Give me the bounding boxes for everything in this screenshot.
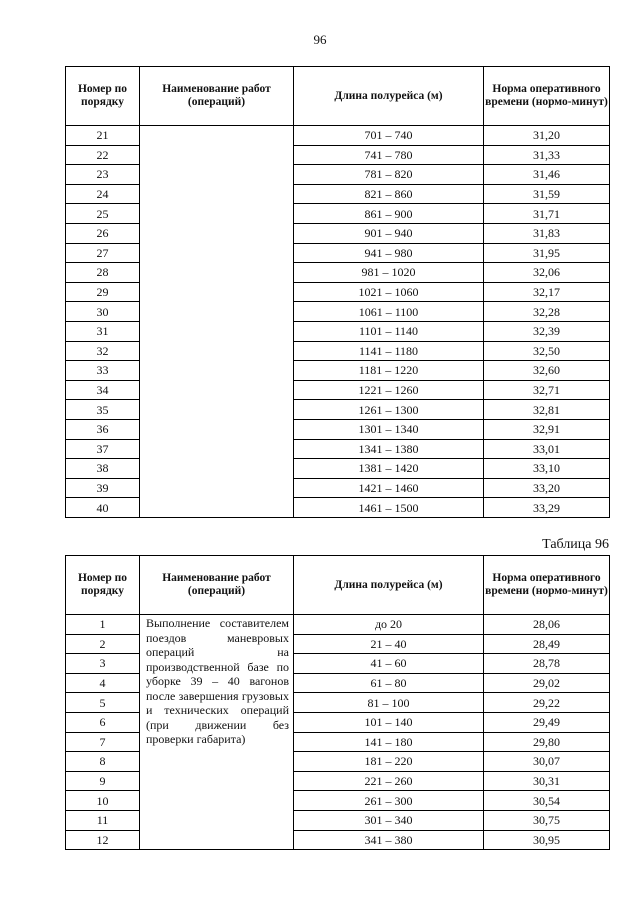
half-trip-length: 41 – 60 <box>294 654 484 674</box>
time-norm-value: 31,46 <box>484 165 610 185</box>
half-trip-length: 141 – 180 <box>294 732 484 752</box>
half-trip-length: 1461 – 1500 <box>294 498 484 518</box>
row-number: 22 <box>66 145 140 165</box>
half-trip-length: 301 – 340 <box>294 810 484 830</box>
time-norm-value: 31,83 <box>484 223 610 243</box>
time-norm-value: 28,06 <box>484 615 610 635</box>
time-norm-value: 29,49 <box>484 712 610 732</box>
row-number: 5 <box>66 693 140 713</box>
half-trip-length: 861 – 900 <box>294 204 484 224</box>
row-number: 26 <box>66 223 140 243</box>
time-norm-value: 32,17 <box>484 282 610 302</box>
page-number: 96 <box>313 32 327 47</box>
half-trip-length: 341 – 380 <box>294 830 484 850</box>
half-trip-length: 1101 – 1140 <box>294 321 484 341</box>
header-number: Номер по порядку <box>66 556 140 615</box>
half-trip-length: 821 – 860 <box>294 184 484 204</box>
row-number: 8 <box>66 752 140 772</box>
row-number: 4 <box>66 673 140 693</box>
table-body <box>66 615 610 850</box>
time-norm-value: 29,80 <box>484 732 610 752</box>
time-norm-value: 32,28 <box>484 302 610 322</box>
row-number: 40 <box>66 498 140 518</box>
time-norm-value: 30,54 <box>484 791 610 811</box>
row-number: 6 <box>66 712 140 732</box>
row-number: 10 <box>66 791 140 811</box>
half-trip-length: 81 – 100 <box>294 693 484 713</box>
half-trip-length: 221 – 260 <box>294 771 484 791</box>
half-trip-length: 901 – 940 <box>294 223 484 243</box>
header-number: Номер по порядку <box>66 67 140 126</box>
row-number: 35 <box>66 400 140 420</box>
time-norm-value: 30,95 <box>484 830 610 850</box>
row-number: 30 <box>66 302 140 322</box>
half-trip-length: 741 – 780 <box>294 145 484 165</box>
time-norm-value: 30,31 <box>484 771 610 791</box>
row-number: 38 <box>66 459 140 479</box>
half-trip-length: 261 – 300 <box>294 791 484 811</box>
row-number: 32 <box>66 341 140 361</box>
half-trip-length: 1021 – 1060 <box>294 282 484 302</box>
row-number: 2 <box>66 634 140 654</box>
row-number: 29 <box>66 282 140 302</box>
row-number: 27 <box>66 243 140 263</box>
time-norm-value: 28,49 <box>484 634 610 654</box>
half-trip-length: 941 – 980 <box>294 243 484 263</box>
time-norm-value: 32,91 <box>484 419 610 439</box>
row-number: 25 <box>66 204 140 224</box>
half-trip-length: 1421 – 1460 <box>294 478 484 498</box>
half-trip-length: 1381 – 1420 <box>294 459 484 479</box>
time-norm-value: 33,01 <box>484 439 610 459</box>
row-number: 11 <box>66 810 140 830</box>
row-number: 21 <box>66 126 140 146</box>
time-norm-value: 32,06 <box>484 263 610 283</box>
half-trip-length: 981 – 1020 <box>294 263 484 283</box>
half-trip-length: 181 – 220 <box>294 752 484 772</box>
time-norm-value: 31,33 <box>484 145 610 165</box>
half-trip-length: 21 – 40 <box>294 634 484 654</box>
half-trip-length: 61 – 80 <box>294 673 484 693</box>
row-number: 12 <box>66 830 140 850</box>
half-trip-length: 781 – 820 <box>294 165 484 185</box>
row-number: 9 <box>66 771 140 791</box>
row-number: 7 <box>66 732 140 752</box>
row-number: 37 <box>66 439 140 459</box>
half-trip-length: 101 – 140 <box>294 712 484 732</box>
row-number: 33 <box>66 361 140 381</box>
time-norm-value: 30,07 <box>484 752 610 772</box>
time-norm-value: 32,60 <box>484 361 610 381</box>
time-norm-value: 31,95 <box>484 243 610 263</box>
half-trip-length: 1181 – 1220 <box>294 361 484 381</box>
header-time-norm: Норма оперативного времени (нормо-минут) <box>484 556 610 615</box>
half-trip-length: 1221 – 1260 <box>294 380 484 400</box>
row-number: 23 <box>66 165 140 185</box>
header-half-trip-length: Длина полурейса (м) <box>294 67 484 126</box>
header-operation-name: Наименование работ (операций) <box>140 67 294 126</box>
row-number: 28 <box>66 263 140 283</box>
half-trip-length: 701 – 740 <box>294 126 484 146</box>
time-norm-value: 29,22 <box>484 693 610 713</box>
half-trip-length: до 20 <box>294 615 484 635</box>
header-half-trip-length: Длина полурейса (м) <box>294 556 484 615</box>
row-number: 24 <box>66 184 140 204</box>
half-trip-length: 1061 – 1100 <box>294 302 484 322</box>
table-header <box>66 556 610 615</box>
half-trip-length: 1301 – 1340 <box>294 419 484 439</box>
norm-table-96 <box>65 555 610 850</box>
norm-table-continued <box>65 66 610 518</box>
table-row <box>66 615 610 635</box>
time-norm-value: 31,71 <box>484 204 610 224</box>
time-norm-value: 33,29 <box>484 498 610 518</box>
time-norm-value: 32,50 <box>484 341 610 361</box>
header-operation-name: Наименование работ (операций) <box>140 556 294 615</box>
half-trip-length: 1261 – 1300 <box>294 400 484 420</box>
time-norm-value: 28,78 <box>484 654 610 674</box>
table-caption: Таблица 96 <box>542 537 609 552</box>
table-body <box>66 126 610 518</box>
time-norm-value: 32,71 <box>484 380 610 400</box>
time-norm-value: 32,39 <box>484 321 610 341</box>
table-row <box>66 126 610 146</box>
operation-name-cell <box>140 126 294 518</box>
half-trip-length: 1141 – 1180 <box>294 341 484 361</box>
time-norm-value: 31,20 <box>484 126 610 146</box>
row-number: 36 <box>66 419 140 439</box>
operation-name-cell <box>140 615 294 850</box>
row-number: 31 <box>66 321 140 341</box>
time-norm-value: 30,75 <box>484 810 610 830</box>
header-time-norm: Норма оперативного времени (нормо-минут) <box>484 67 610 126</box>
row-number: 34 <box>66 380 140 400</box>
time-norm-value: 33,10 <box>484 459 610 479</box>
time-norm-value: 33,20 <box>484 478 610 498</box>
row-number: 1 <box>66 615 140 635</box>
half-trip-length: 1341 – 1380 <box>294 439 484 459</box>
time-norm-value: 32,81 <box>484 400 610 420</box>
operation-name: Выполнение составителем поездов маневровых операций на производственной базе по уборке 39 – 40 вагонов после завершения грузовых и технических операций (при движении без проверки габарита) <box>146 616 289 746</box>
time-norm-value: 29,02 <box>484 673 610 693</box>
row-number: 3 <box>66 654 140 674</box>
row-number: 39 <box>66 478 140 498</box>
time-norm-value: 31,59 <box>484 184 610 204</box>
table-header <box>66 67 610 126</box>
